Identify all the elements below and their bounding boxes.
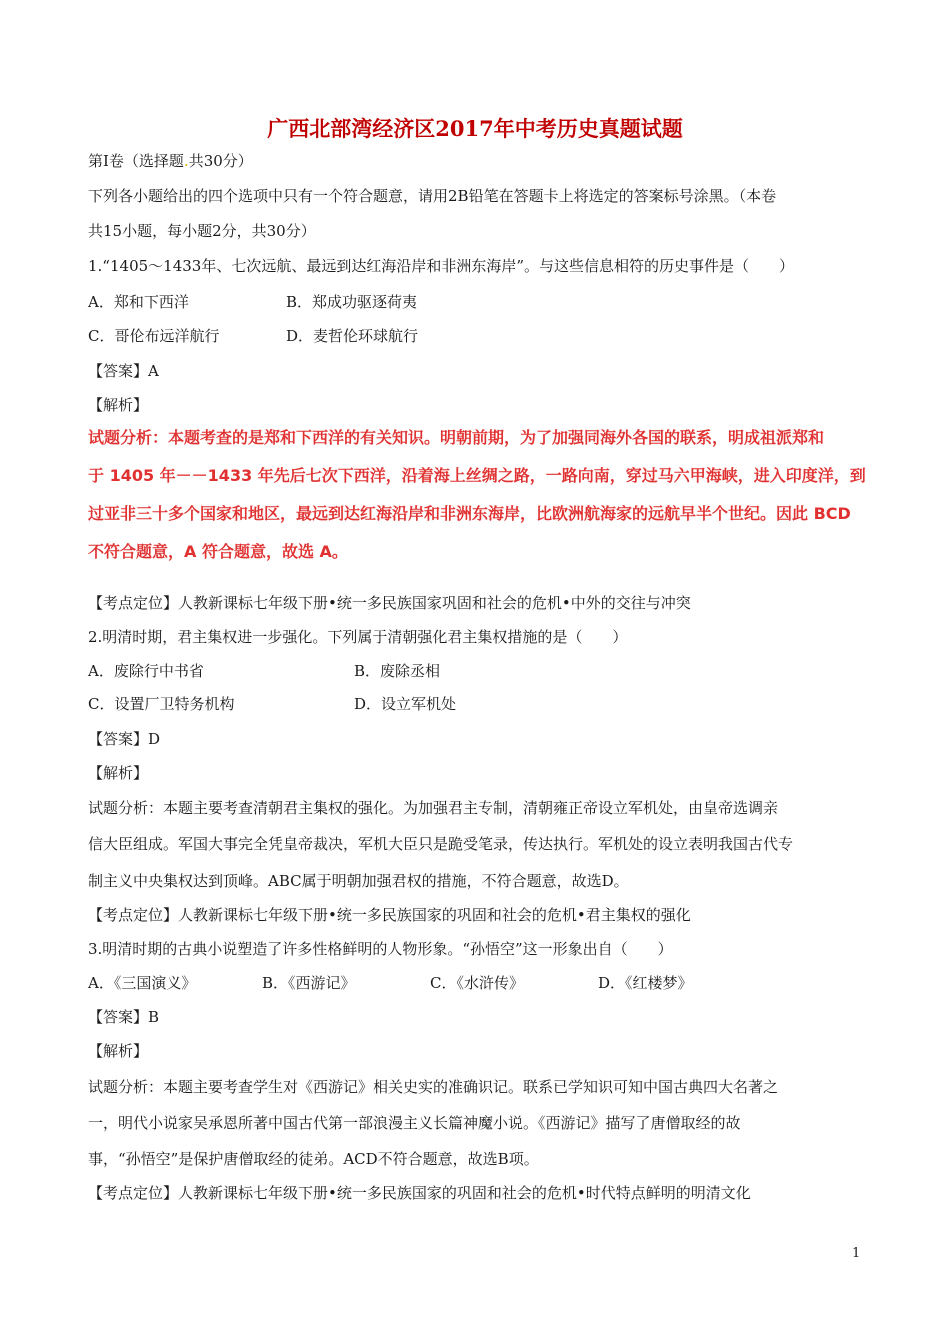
q2-option-b: B．废除丞相 [354, 662, 441, 680]
q2-analysis-line: 试题分析：本题主要考查清朝君主集权的强化。为加强君主专制，清朝雍正帝设立军机处，由皇帝选调亲 [88, 799, 779, 817]
q1-location: 【考点定位】人教新课标七年级下册•统一多民族国家巩固和社会的危机•中外的交往与冲突 [88, 594, 691, 612]
q3-option-b: B．《西游记》 [262, 974, 356, 992]
q2-option-c: C．设置厂卫特务机构 [88, 695, 235, 713]
instructions-line-2: 共15小题，每小题2分，共30分） [88, 222, 316, 240]
q3-option-a: A．《三国演义》 [88, 974, 197, 992]
instructions-line-1: 下列各小题给出的四个选项中只有一个符合题意，请用2B铅笔在答题卡上将选定的答案标号涂黑。（本卷 [88, 187, 777, 205]
q3-stem: 3.明清时期的古典小说塑造了许多性格鲜明的人物形象。“孙悟空”这一形象出自（ ） [88, 940, 673, 958]
q1-option-c: C．哥伦布远洋航行 [88, 327, 220, 345]
q2-stem: 2.明清时期，君主集权进一步强化。下列属于清朝强化君主集权措施的是（ ） [88, 628, 628, 646]
q2-analysis-label: 【解析】 [88, 764, 149, 782]
q2-location: 【考点定位】人教新课标七年级下册•统一多民族国家的巩固和社会的危机•君主集权的强化 [88, 906, 691, 924]
q1-analysis-line: 过亚非三十多个国家和地区，最远到达红海沿岸和非洲东海岸，比欧洲航海家的远航早半个世纪。因此 BCD [88, 504, 851, 523]
q1-analysis-line: 试题分析：本题考查的是郑和下西洋的有关知识。明朝前期，为了加强同海外各国的联系，明成祖派郑和 [88, 428, 825, 447]
q1-analysis-label: 【解析】 [88, 396, 149, 414]
q1-stem: 1.“1405～1433年、七次远航、最远到达红海沿岸和非洲东海岸”。与这些信息相符的历史事件是（ ） [88, 257, 795, 275]
q3-analysis-label: 【解析】 [88, 1042, 149, 1060]
q2-analysis-line: 制主义中央集权达到顶峰。ABC属于明朝加强君权的措施，不符合题意，故选D。 [88, 872, 629, 890]
q1-option-d: D．麦哲伦环球航行 [286, 327, 419, 345]
page-number: 1 [852, 1246, 861, 1261]
q2-answer: 【答案】D [88, 730, 161, 748]
page-title: 广西北部湾经济区2017年中考历史真题试题 [267, 116, 683, 141]
section-heading-b: 共30分） [188, 152, 253, 170]
section-heading-a: 第Ⅰ卷（选择题 [88, 152, 184, 170]
q3-option-c: C．《水浒传》 [430, 974, 524, 992]
q2-option-a: A．废除行中书省 [88, 662, 204, 680]
section-heading [88, 151, 253, 171]
q1-analysis-line: 于 1405 年－－1433 年先后七次下西洋，沿着海上丝绸之路，一路向南，穿过马六甲海峡，进入印度洋，到 [88, 466, 866, 485]
q3-option-d: D．《红楼梦》 [598, 974, 693, 992]
q2-analysis-line: 信大臣组成。军国大事完全凭皇帝裁决，军机大臣只是跪受笔录，传达执行。军机处的设立表明我国古代专 [88, 835, 794, 853]
q3-location: 【考点定位】人教新课标七年级下册•统一多民族国家的巩固和社会的危机•时代特点鲜明的明清文化 [88, 1184, 751, 1202]
q1-option-b: B．郑成功驱逐荷夷 [286, 293, 418, 311]
q1-analysis-line: 不符合题意，A 符合题意，故选 A。 [88, 542, 348, 561]
q3-analysis-line: 一，明代小说家吴承恩所著中国古代第一部浪漫主义长篇神魔小说。《西游记》描写了唐僧取经的故 [88, 1114, 741, 1132]
section-heading-dot: . [183, 152, 189, 170]
q3-answer: 【答案】B [88, 1008, 160, 1026]
q3-analysis-line: 试题分析：本题主要考查学生对《西游记》相关史实的准确识记。联系已学知识可知中国古典四大名著之 [88, 1078, 779, 1096]
q1-answer: 【答案】A [88, 362, 159, 380]
q1-option-a: A．郑和下西洋 [88, 293, 189, 311]
q2-option-d: D．设立军机处 [354, 695, 457, 713]
q3-analysis-line: 事，“孙悟空”是保护唐僧取经的徒弟。ACD不符合题意，故选B项。 [88, 1150, 539, 1168]
